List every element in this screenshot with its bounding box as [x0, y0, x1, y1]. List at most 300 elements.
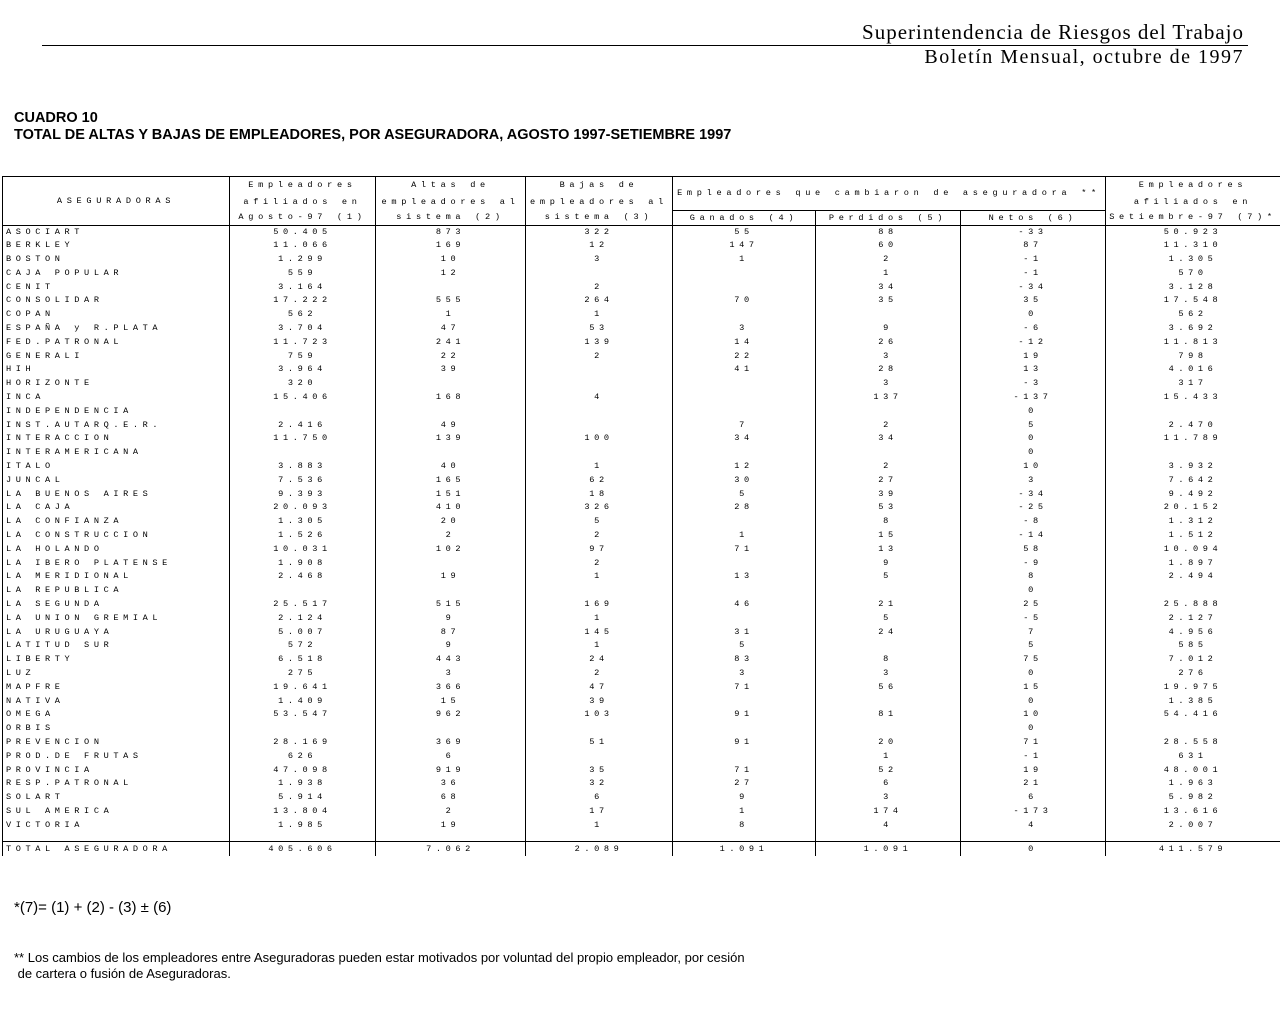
- insurer-name-cell: LA CONFIANZA: [3, 515, 230, 529]
- header-netos: Netos (6): [961, 210, 1106, 225]
- bajas-cell: 326: [526, 501, 673, 515]
- netos-cell: -8: [961, 515, 1106, 529]
- insurer-name-cell: VICTORIA: [3, 819, 230, 833]
- header-aseguradoras: ASEGURADORAS: [3, 177, 230, 226]
- table-row: [3, 819, 1280, 833]
- afiliados-agosto-cell: [230, 722, 376, 736]
- ganados-cell: 41: [673, 363, 816, 377]
- change-footnote: [14, 950, 745, 982]
- afiliados-setiembre-cell: 1.305: [1106, 253, 1280, 267]
- afiliados-agosto-cell: 1.938: [230, 777, 376, 791]
- afiliados-agosto-cell: 6.518: [230, 653, 376, 667]
- afiliados-agosto-cell: 1.409: [230, 695, 376, 709]
- afiliados-setiembre-cell: 2.470: [1106, 419, 1280, 433]
- insurer-name-cell: LA HOLANDO: [3, 543, 230, 557]
- org-header: Superintendencia de Riesgos del Trabajo: [862, 20, 1244, 44]
- insurer-name-cell: FED.PATRONAL: [3, 336, 230, 350]
- altas-cell: 2: [376, 529, 526, 543]
- perdidos-cell: 27: [816, 474, 961, 488]
- afiliados-setiembre-cell: [1106, 722, 1280, 736]
- ganados-cell: [673, 750, 816, 764]
- insurer-name-cell: LIBERTY: [3, 653, 230, 667]
- perdidos-cell: 53: [816, 501, 961, 515]
- table-row: [3, 363, 1280, 377]
- altas-cell: 169: [376, 239, 526, 253]
- afiliados-agosto-cell: 626: [230, 750, 376, 764]
- altas-cell: 40: [376, 460, 526, 474]
- ganados-cell: [673, 695, 816, 709]
- insurer-name-cell: JUNCAL: [3, 474, 230, 488]
- ganados-cell: 30: [673, 474, 816, 488]
- ganados-cell: [673, 405, 816, 419]
- afiliados-agosto-cell: 13.804: [230, 805, 376, 819]
- ganados-cell: 9: [673, 791, 816, 805]
- bajas-cell: 32: [526, 777, 673, 791]
- bajas-cell: 2.089: [526, 841, 673, 856]
- afiliados-setiembre-cell: 2.007: [1106, 819, 1280, 833]
- insurer-name-cell: LA URUGUAYA: [3, 626, 230, 640]
- header-col1-line2: afiliados en: [230, 194, 376, 211]
- altas-cell: 1: [376, 308, 526, 322]
- ganados-cell: 12: [673, 460, 816, 474]
- afiliados-agosto-cell: 562: [230, 308, 376, 322]
- table-row: [3, 805, 1280, 819]
- netos-cell: -33: [961, 225, 1106, 239]
- afiliados-agosto-cell: [230, 584, 376, 598]
- afiliados-setiembre-cell: 11.310: [1106, 239, 1280, 253]
- insurer-name-cell: ITALO: [3, 460, 230, 474]
- bajas-cell: 1: [526, 308, 673, 322]
- table-row: [3, 446, 1280, 460]
- afiliados-agosto-cell: 20.093: [230, 501, 376, 515]
- afiliados-setiembre-cell: 7.642: [1106, 474, 1280, 488]
- bajas-cell: 2: [526, 350, 673, 364]
- insurer-name-cell: BERKLEY: [3, 239, 230, 253]
- ganados-cell: 1: [673, 253, 816, 267]
- afiliados-setiembre-cell: 570: [1106, 267, 1280, 281]
- perdidos-cell: [816, 639, 961, 653]
- perdidos-cell: 26: [816, 336, 961, 350]
- altas-cell: 443: [376, 653, 526, 667]
- ganados-cell: 46: [673, 598, 816, 612]
- bajas-cell: 51: [526, 736, 673, 750]
- bajas-cell: 1: [526, 612, 673, 626]
- table-row: [3, 557, 1280, 571]
- ganados-cell: [673, 281, 816, 295]
- ganados-cell: 27: [673, 777, 816, 791]
- table-row: [3, 681, 1280, 695]
- perdidos-cell: 2: [816, 460, 961, 474]
- bajas-cell: [526, 377, 673, 391]
- altas-cell: 10: [376, 253, 526, 267]
- altas-cell: [376, 377, 526, 391]
- insurer-name-cell: MAPFRE: [3, 681, 230, 695]
- bajas-cell: [526, 446, 673, 460]
- table-row: [3, 294, 1280, 308]
- altas-cell: [376, 557, 526, 571]
- perdidos-cell: 3: [816, 791, 961, 805]
- table-row: [3, 777, 1280, 791]
- afiliados-agosto-cell: 47.098: [230, 764, 376, 778]
- afiliados-agosto-cell: 17.222: [230, 294, 376, 308]
- altas-cell: 241: [376, 336, 526, 350]
- afiliados-agosto-cell: 2.124: [230, 612, 376, 626]
- altas-cell: 555: [376, 294, 526, 308]
- ganados-cell: 1: [673, 805, 816, 819]
- netos-cell: -12: [961, 336, 1106, 350]
- ganados-cell: [673, 446, 816, 460]
- altas-cell: [376, 722, 526, 736]
- ganados-cell: 28: [673, 501, 816, 515]
- perdidos-cell: 13: [816, 543, 961, 557]
- afiliados-agosto-cell: 1.908: [230, 557, 376, 571]
- netos-cell: 19: [961, 764, 1106, 778]
- perdidos-cell: 8: [816, 515, 961, 529]
- bajas-cell: 6: [526, 791, 673, 805]
- table-row: [3, 488, 1280, 502]
- netos-cell: 0: [961, 405, 1106, 419]
- afiliados-agosto-cell: 28.169: [230, 736, 376, 750]
- netos-cell: 13: [961, 363, 1106, 377]
- bajas-cell: [526, 750, 673, 764]
- perdidos-cell: 3: [816, 377, 961, 391]
- ganados-cell: 91: [673, 736, 816, 750]
- table-row: [3, 391, 1280, 405]
- altas-cell: 410: [376, 501, 526, 515]
- afiliados-setiembre-cell: 25.888: [1106, 598, 1280, 612]
- afiliados-agosto-cell: 11.750: [230, 432, 376, 446]
- altas-cell: 36: [376, 777, 526, 791]
- insurer-name-cell: ORBIS: [3, 722, 230, 736]
- afiliados-setiembre-cell: 11.789: [1106, 432, 1280, 446]
- perdidos-cell: 174: [816, 805, 961, 819]
- insurer-name-cell: INST.AUTARQ.E.R.: [3, 419, 230, 433]
- altas-cell: 47: [376, 322, 526, 336]
- netos-cell: 5: [961, 419, 1106, 433]
- perdidos-cell: 35: [816, 294, 961, 308]
- netos-cell: 5: [961, 639, 1106, 653]
- afiliados-agosto-cell: 25.517: [230, 598, 376, 612]
- ganados-cell: 7: [673, 419, 816, 433]
- ganados-cell: 71: [673, 543, 816, 557]
- afiliados-setiembre-cell: 1.512: [1106, 529, 1280, 543]
- ganados-cell: [673, 308, 816, 322]
- altas-cell: 962: [376, 708, 526, 722]
- netos-cell: -34: [961, 281, 1106, 295]
- afiliados-agosto-cell: 1.526: [230, 529, 376, 543]
- afiliados-agosto-cell: 10.031: [230, 543, 376, 557]
- bajas-cell: 18: [526, 488, 673, 502]
- bajas-cell: 1: [526, 639, 673, 653]
- ganados-cell: 71: [673, 681, 816, 695]
- ganados-cell: [673, 391, 816, 405]
- ganados-cell: 1.091: [673, 841, 816, 856]
- perdidos-cell: [816, 584, 961, 598]
- afiliados-setiembre-cell: 28.558: [1106, 736, 1280, 750]
- bajas-cell: 322: [526, 225, 673, 239]
- table-row: [3, 253, 1280, 267]
- netos-cell: 3: [961, 474, 1106, 488]
- insurer-name-cell: GENERALI: [3, 350, 230, 364]
- afiliados-setiembre-cell: 3.692: [1106, 322, 1280, 336]
- spacer-row: [3, 833, 1280, 842]
- table-row: [3, 653, 1280, 667]
- netos-cell: 8: [961, 570, 1106, 584]
- header-col1-line1: Empleadores: [230, 177, 376, 194]
- bajas-cell: 1: [526, 460, 673, 474]
- afiliados-setiembre-cell: 3.932: [1106, 460, 1280, 474]
- afiliados-agosto-cell: 11.723: [230, 336, 376, 350]
- insurer-name-cell: INCA: [3, 391, 230, 405]
- ganados-cell: [673, 377, 816, 391]
- perdidos-cell: 39: [816, 488, 961, 502]
- netos-cell: -3: [961, 377, 1106, 391]
- netos-cell: -6: [961, 322, 1106, 336]
- bajas-cell: 103: [526, 708, 673, 722]
- caption-title: TOTAL DE ALTAS Y BAJAS DE EMPLEADORES, POR ASEGURADORA, AGOSTO 1997-SETIEMBRE 1997: [14, 127, 732, 143]
- header-col2-line3: sistema (2): [376, 210, 526, 225]
- netos-cell: 71: [961, 736, 1106, 750]
- netos-cell: 19: [961, 350, 1106, 364]
- header-col7-line2: afiliados en: [1106, 194, 1280, 211]
- perdidos-cell: 24: [816, 626, 961, 640]
- netos-cell: 0: [961, 446, 1106, 460]
- afiliados-setiembre-cell: 15.433: [1106, 391, 1280, 405]
- perdidos-cell: 4: [816, 819, 961, 833]
- afiliados-agosto-cell: 7.536: [230, 474, 376, 488]
- altas-cell: 20: [376, 515, 526, 529]
- netos-cell: -34: [961, 488, 1106, 502]
- afiliados-setiembre-cell: 585: [1106, 639, 1280, 653]
- perdidos-cell: 9: [816, 557, 961, 571]
- insurer-name-cell: PROD.DE FRUTAS: [3, 750, 230, 764]
- bajas-cell: 97: [526, 543, 673, 557]
- afiliados-setiembre-cell: [1106, 446, 1280, 460]
- altas-cell: 366: [376, 681, 526, 695]
- perdidos-cell: 3: [816, 667, 961, 681]
- altas-cell: 7.062: [376, 841, 526, 856]
- header-col2-line2: empleadores al: [376, 194, 526, 211]
- netos-cell: 6: [961, 791, 1106, 805]
- bajas-cell: 47: [526, 681, 673, 695]
- header-col3-line3: sistema (3): [526, 210, 673, 225]
- afiliados-setiembre-cell: 9.492: [1106, 488, 1280, 502]
- perdidos-cell: 9: [816, 322, 961, 336]
- netos-cell: 4: [961, 819, 1106, 833]
- header-col3-line2: empleadores al: [526, 194, 673, 211]
- afiliados-agosto-cell: 3.883: [230, 460, 376, 474]
- table-row: [3, 529, 1280, 543]
- table-row: [3, 667, 1280, 681]
- table-row: [3, 708, 1280, 722]
- altas-cell: 2: [376, 805, 526, 819]
- ganados-cell: 1: [673, 529, 816, 543]
- ganados-cell: 91: [673, 708, 816, 722]
- bajas-cell: 3: [526, 253, 673, 267]
- ganados-cell: 8: [673, 819, 816, 833]
- netos-cell: 0: [961, 432, 1106, 446]
- perdidos-cell: 34: [816, 281, 961, 295]
- insurer-name-cell: OMEGA: [3, 708, 230, 722]
- insurer-name-cell: LA MERIDIONAL: [3, 570, 230, 584]
- netos-cell: -9: [961, 557, 1106, 571]
- bajas-cell: [526, 267, 673, 281]
- bajas-cell: [526, 363, 673, 377]
- ganados-cell: 3: [673, 322, 816, 336]
- bulletin-header: Boletín Mensual, octubre de 1997: [924, 46, 1244, 68]
- altas-cell: 9: [376, 639, 526, 653]
- perdidos-cell: 1: [816, 267, 961, 281]
- ganados-cell: 14: [673, 336, 816, 350]
- afiliados-setiembre-cell: 4.956: [1106, 626, 1280, 640]
- insurer-name-cell: CAJA POPULAR: [3, 267, 230, 281]
- afiliados-setiembre-cell: 562: [1106, 308, 1280, 322]
- bajas-cell: 53: [526, 322, 673, 336]
- insurer-name-cell: LA BUENOS AIRES: [3, 488, 230, 502]
- afiliados-setiembre-cell: 2.127: [1106, 612, 1280, 626]
- perdidos-cell: 1.091: [816, 841, 961, 856]
- altas-cell: 12: [376, 267, 526, 281]
- afiliados-setiembre-cell: 20.152: [1106, 501, 1280, 515]
- insurer-name-cell: INDEPENDENCIA: [3, 405, 230, 419]
- perdidos-cell: 21: [816, 598, 961, 612]
- formula-footnote: *(7)= (1) + (2) - (3) ± (6): [14, 899, 172, 916]
- table-row: [3, 267, 1280, 281]
- netos-cell: 15: [961, 681, 1106, 695]
- ganados-cell: 22: [673, 350, 816, 364]
- netos-cell: 35: [961, 294, 1106, 308]
- netos-cell: 0: [961, 695, 1106, 709]
- altas-cell: 515: [376, 598, 526, 612]
- insurer-name-cell: LA SEGUNDA: [3, 598, 230, 612]
- bajas-cell: [526, 584, 673, 598]
- perdidos-cell: 3: [816, 350, 961, 364]
- afiliados-setiembre-cell: 631: [1106, 750, 1280, 764]
- table-row: [3, 570, 1280, 584]
- perdidos-cell: 8: [816, 653, 961, 667]
- netos-cell: -137: [961, 391, 1106, 405]
- bajas-cell: 12: [526, 239, 673, 253]
- perdidos-cell: [816, 405, 961, 419]
- total-row: [3, 841, 1280, 856]
- bajas-cell: [526, 722, 673, 736]
- insurer-name-cell: PREVENCION: [3, 736, 230, 750]
- perdidos-cell: 6: [816, 777, 961, 791]
- header-col7-line1: Empleadores: [1106, 177, 1280, 194]
- afiliados-agosto-cell: 50.405: [230, 225, 376, 239]
- altas-cell: 9: [376, 612, 526, 626]
- insurer-name-cell: ASOCIART: [3, 225, 230, 239]
- insurer-name-cell: CENIT: [3, 281, 230, 295]
- afiliados-agosto-cell: 3.164: [230, 281, 376, 295]
- afiliados-agosto-cell: 275: [230, 667, 376, 681]
- afiliados-setiembre-cell: 1.385: [1106, 695, 1280, 709]
- altas-cell: [376, 446, 526, 460]
- afiliados-setiembre-cell: 411.579: [1106, 841, 1280, 856]
- netos-cell: 10: [961, 708, 1106, 722]
- afiliados-setiembre-cell: 17.548: [1106, 294, 1280, 308]
- table-row: [3, 281, 1280, 295]
- ganados-cell: 13: [673, 570, 816, 584]
- afiliados-agosto-cell: 1.985: [230, 819, 376, 833]
- afiliados-agosto-cell: 3.964: [230, 363, 376, 377]
- bajas-cell: 100: [526, 432, 673, 446]
- bajas-cell: 1: [526, 819, 673, 833]
- bajas-cell: 39: [526, 695, 673, 709]
- ganados-cell: 83: [673, 653, 816, 667]
- netos-cell: 87: [961, 239, 1106, 253]
- perdidos-cell: [816, 308, 961, 322]
- insurers-table: [2, 176, 1280, 856]
- bajas-cell: 139: [526, 336, 673, 350]
- afiliados-agosto-cell: 2.468: [230, 570, 376, 584]
- ganados-cell: [673, 557, 816, 571]
- afiliados-agosto-cell: 559: [230, 267, 376, 281]
- insurer-name-cell: HIH: [3, 363, 230, 377]
- afiliados-setiembre-cell: 4.016: [1106, 363, 1280, 377]
- bajas-cell: 2: [526, 281, 673, 295]
- afiliados-setiembre-cell: 1.312: [1106, 515, 1280, 529]
- insurer-name-cell: SUL AMERICA: [3, 805, 230, 819]
- ganados-cell: 31: [673, 626, 816, 640]
- table-row: [3, 515, 1280, 529]
- afiliados-agosto-cell: 572: [230, 639, 376, 653]
- ganados-cell: 5: [673, 488, 816, 502]
- afiliados-setiembre-cell: 1.963: [1106, 777, 1280, 791]
- afiliados-setiembre-cell: 276: [1106, 667, 1280, 681]
- header-col3-line1: Bajas de: [526, 177, 673, 194]
- netos-cell: -5: [961, 612, 1106, 626]
- afiliados-setiembre-cell: 11.813: [1106, 336, 1280, 350]
- perdidos-cell: 52: [816, 764, 961, 778]
- bajas-cell: 24: [526, 653, 673, 667]
- ganados-cell: 34: [673, 432, 816, 446]
- ganados-cell: [673, 722, 816, 736]
- insurer-name-cell: SOLART: [3, 791, 230, 805]
- table-row: [3, 750, 1280, 764]
- perdidos-cell: 137: [816, 391, 961, 405]
- altas-cell: 22: [376, 350, 526, 364]
- table-row: [3, 695, 1280, 709]
- afiliados-agosto-cell: 320: [230, 377, 376, 391]
- table-row: [3, 225, 1280, 239]
- table-row: [3, 612, 1280, 626]
- table-row: [3, 598, 1280, 612]
- afiliados-agosto-cell: 53.547: [230, 708, 376, 722]
- ganados-cell: 55: [673, 225, 816, 239]
- altas-cell: 168: [376, 391, 526, 405]
- insurer-name-cell: LA UNION GREMIAL: [3, 612, 230, 626]
- afiliados-agosto-cell: 2.416: [230, 419, 376, 433]
- afiliados-agosto-cell: 1.305: [230, 515, 376, 529]
- altas-cell: [376, 405, 526, 419]
- afiliados-setiembre-cell: 50.923: [1106, 225, 1280, 239]
- netos-cell: 0: [961, 841, 1106, 856]
- perdidos-cell: 2: [816, 419, 961, 433]
- afiliados-setiembre-cell: 13.616: [1106, 805, 1280, 819]
- ganados-cell: 3: [673, 667, 816, 681]
- table-row: [3, 722, 1280, 736]
- afiliados-agosto-cell: 759: [230, 350, 376, 364]
- afiliados-setiembre-cell: 798: [1106, 350, 1280, 364]
- table-row: [3, 501, 1280, 515]
- afiliados-agosto-cell: 5.914: [230, 791, 376, 805]
- afiliados-setiembre-cell: 1.897: [1106, 557, 1280, 571]
- altas-cell: 39: [376, 363, 526, 377]
- netos-cell: 21: [961, 777, 1106, 791]
- table-row: [3, 474, 1280, 488]
- perdidos-cell: [816, 446, 961, 460]
